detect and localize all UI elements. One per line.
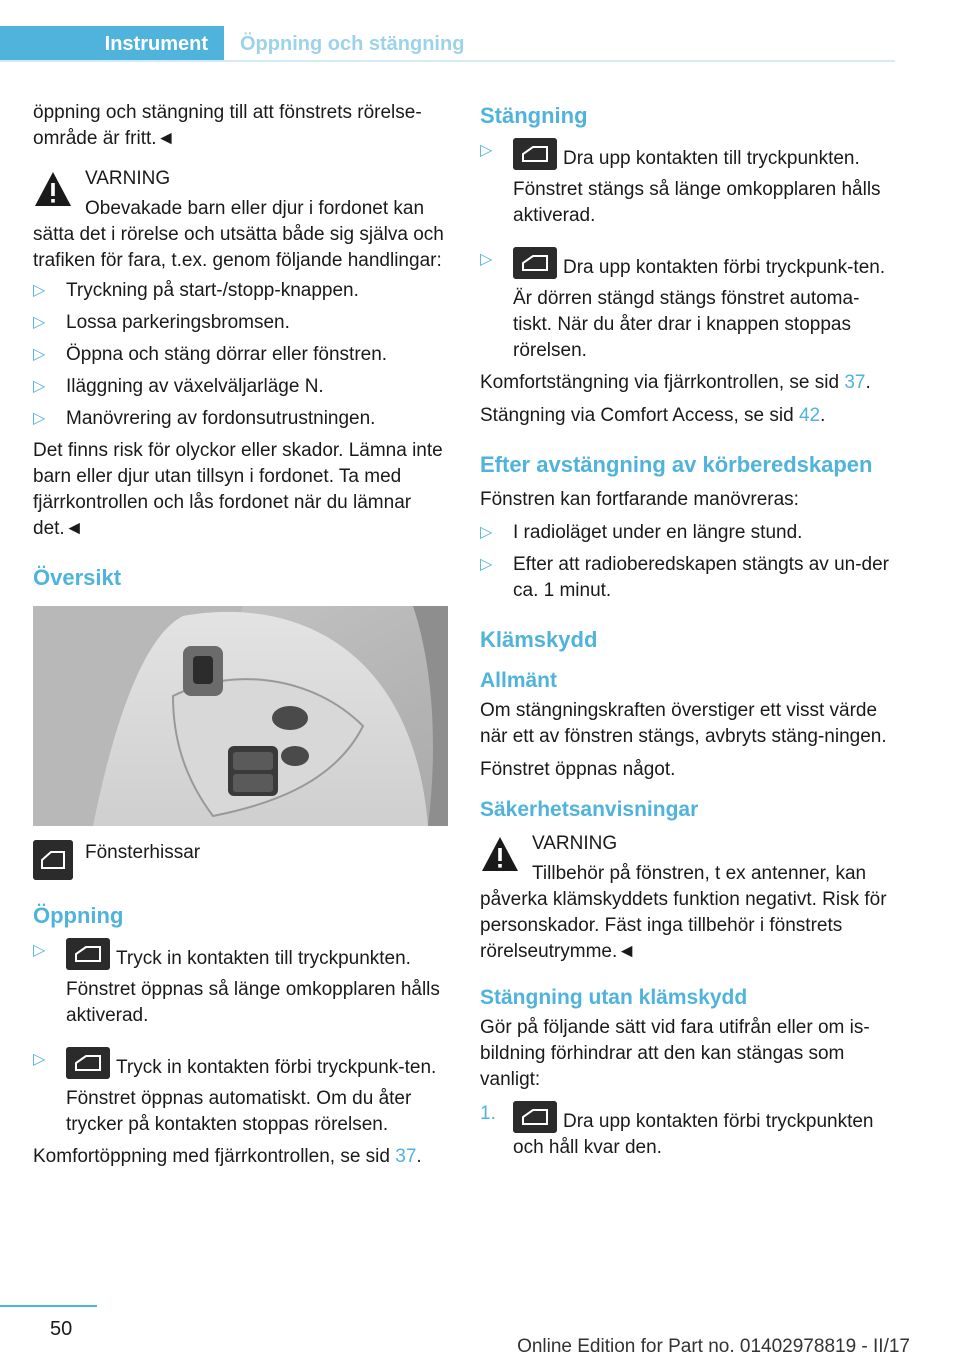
stangning-list bbox=[480, 138, 898, 364]
list-item: ▷ Dra upp kontakten förbi tryckpunk-ten. Är dörren stängd stängs fönstret automa-tiskt. När du åter drar i knappen stoppas rörelsen. bbox=[480, 247, 898, 364]
list-item: ▷ Iläggning av växelväljarläge N. bbox=[33, 374, 447, 400]
list-item: ▷ Manövrering av fordonsutrustningen. bbox=[33, 406, 447, 432]
efter-intro: Fönstren kan fortfarande manövreras: bbox=[480, 489, 799, 510]
intro-text: öppning och stängning till att fönstrets rörelse-område är fritt.◄ bbox=[33, 102, 422, 149]
page-number: 50 bbox=[50, 1318, 73, 1340]
warning-closing: Det finns risk för olyckor eller skador. Lämna inte barn eller djur utan tillsyn i fordonet. Ta med fjärrkontrollen och lås fordonet när du lämnar det.◄ bbox=[33, 440, 443, 539]
tab-oppning-och-stangning[interactable]: Öppning och stängning bbox=[240, 32, 465, 55]
left-column bbox=[33, 100, 447, 1177]
warning-line1: Tillbehör på fönstren, t ex antenner, kan bbox=[532, 863, 867, 884]
warning-block-1 bbox=[33, 166, 447, 274]
list-item: ▷ I radioläget under en längre stund. bbox=[480, 520, 898, 546]
warning-line1: Obevakade barn eller djur i fordonet kan bbox=[85, 198, 425, 219]
heading-stangning: Stängning bbox=[480, 103, 588, 128]
comfort-access-text: Stängning via Comfort Access, se sid 42. bbox=[480, 405, 826, 426]
bullet-arrow-icon: ▷ bbox=[480, 556, 493, 573]
icon-caption: Fönsterhissar bbox=[85, 842, 201, 863]
allmant-text2: Fönstret öppnas något. bbox=[480, 759, 676, 780]
list-item: ▷ Efter att radioberedskapen stängts av un-der ca. 1 minut. bbox=[480, 554, 890, 601]
right-column bbox=[480, 100, 898, 1161]
list-item: ▷ Tryckning på start-/stopp-knappen. bbox=[33, 278, 447, 304]
bullet-arrow-icon: ▷ bbox=[480, 251, 493, 268]
bullet-arrow-icon: ▷ bbox=[33, 410, 46, 427]
bullet-arrow-icon: ▷ bbox=[33, 314, 46, 331]
bullet-arrow-icon: ▷ bbox=[33, 282, 46, 299]
window-switch-icon bbox=[513, 1101, 557, 1133]
footer-rule bbox=[0, 1305, 97, 1307]
window-switch-icon bbox=[513, 247, 557, 279]
bullet-arrow-icon: ▷ bbox=[480, 524, 493, 541]
header-rule bbox=[0, 60, 895, 62]
list-item: ▷ Öppna och stäng dörrar eller fönstren. bbox=[33, 342, 447, 368]
page-link[interactable]: 37 bbox=[395, 1146, 417, 1167]
warning-text: påverka klämskyddets funktion negativt. Risk för personskador. Fäst inga tillbehör i fönstrets rörelseutrymme.◄ bbox=[480, 889, 887, 962]
heading-efter-avstangning: Efter avstängning av körberedskapen bbox=[480, 452, 873, 477]
efter-list bbox=[480, 520, 898, 604]
icon-caption-row bbox=[33, 840, 447, 880]
comfort-close-text: Komfortstängning via fjärrkontrollen, se sid 37. bbox=[480, 372, 871, 393]
list-item: 1. Dra upp kontakten förbi tryckpunkten och håll kvar den. bbox=[480, 1103, 874, 1158]
bullet-arrow-icon: ▷ bbox=[480, 142, 493, 159]
list-item: ▷ Tryck in kontakten till tryckpunkten. Fönstret öppnas så länge omkopplaren hålls aktiverad. bbox=[33, 938, 447, 1029]
page-link[interactable]: 42 bbox=[798, 405, 821, 426]
list-item: ▷ Tryck in kontakten förbi tryckpunk-ten. Fönstret öppnas automatiskt. Om du åter trycker på kontakten stoppas rörelsen. bbox=[33, 1047, 447, 1138]
heading-sakerhetsanvisningar: Säkerhetsanvisningar bbox=[480, 798, 699, 821]
heading-oversikt: Översikt bbox=[33, 565, 122, 590]
step-number: 1. bbox=[480, 1103, 496, 1124]
allmant-text: Om stängningskraften överstiger ett visst värde när ett av fönstren stängs, avbryts stäng-ningen. bbox=[480, 700, 887, 747]
tab-instrument[interactable]: Instrument bbox=[0, 26, 224, 62]
warning-block-2 bbox=[480, 831, 898, 965]
door-panel-photo bbox=[33, 606, 448, 826]
comfort-open-text: Komfortöppning med fjärrkontrollen, se sid 37. bbox=[33, 1146, 422, 1167]
utan-intro: Gör på följande sätt vid fara utifrån eller om is-bildning förhindrar att den kan stängas som vanligt: bbox=[480, 1017, 870, 1090]
steps-list bbox=[480, 1101, 898, 1161]
bullet-arrow-icon: ▷ bbox=[33, 346, 46, 363]
window-switch-icon bbox=[66, 938, 110, 970]
bullet-arrow-icon: ▷ bbox=[33, 378, 46, 395]
warning-title: VARNING bbox=[85, 168, 171, 189]
page-link[interactable]: 37 bbox=[844, 372, 866, 393]
edition-text: Online Edition for Part no. 01402978819 - II/17 bbox=[517, 1336, 910, 1357]
warning-text: sätta det i rörelse och utsätta både sig själva och trafiken för fara, t.ex. genom följande handlingar: bbox=[33, 224, 444, 271]
heading-klamskydd: Klämskydd bbox=[480, 627, 598, 652]
page-header bbox=[0, 26, 895, 62]
window-switch-icon bbox=[33, 840, 73, 880]
heading-oppning: Öppning bbox=[33, 903, 124, 928]
oppning-list bbox=[33, 938, 447, 1138]
list-item: ▷ Dra upp kontakten till tryckpunkten. Fönstret stängs så länge omkopplaren hålls aktiverad. bbox=[480, 138, 898, 229]
bullet-arrow-icon: ▷ bbox=[33, 942, 46, 959]
bullet-arrow-icon: ▷ bbox=[33, 1051, 46, 1068]
warning-triangle-icon bbox=[480, 835, 520, 873]
warning-triangle-icon bbox=[33, 170, 73, 208]
warning-list bbox=[33, 278, 447, 432]
list-item: ▷ Lossa parkeringsbromsen. bbox=[33, 310, 447, 336]
window-switch-icon bbox=[513, 138, 557, 170]
window-switch-icon bbox=[66, 1047, 110, 1079]
heading-stangning-utan-klamskydd: Stängning utan klämskydd bbox=[480, 986, 748, 1009]
warning-title: VARNING bbox=[532, 833, 618, 854]
heading-allmant: Allmänt bbox=[480, 669, 558, 692]
